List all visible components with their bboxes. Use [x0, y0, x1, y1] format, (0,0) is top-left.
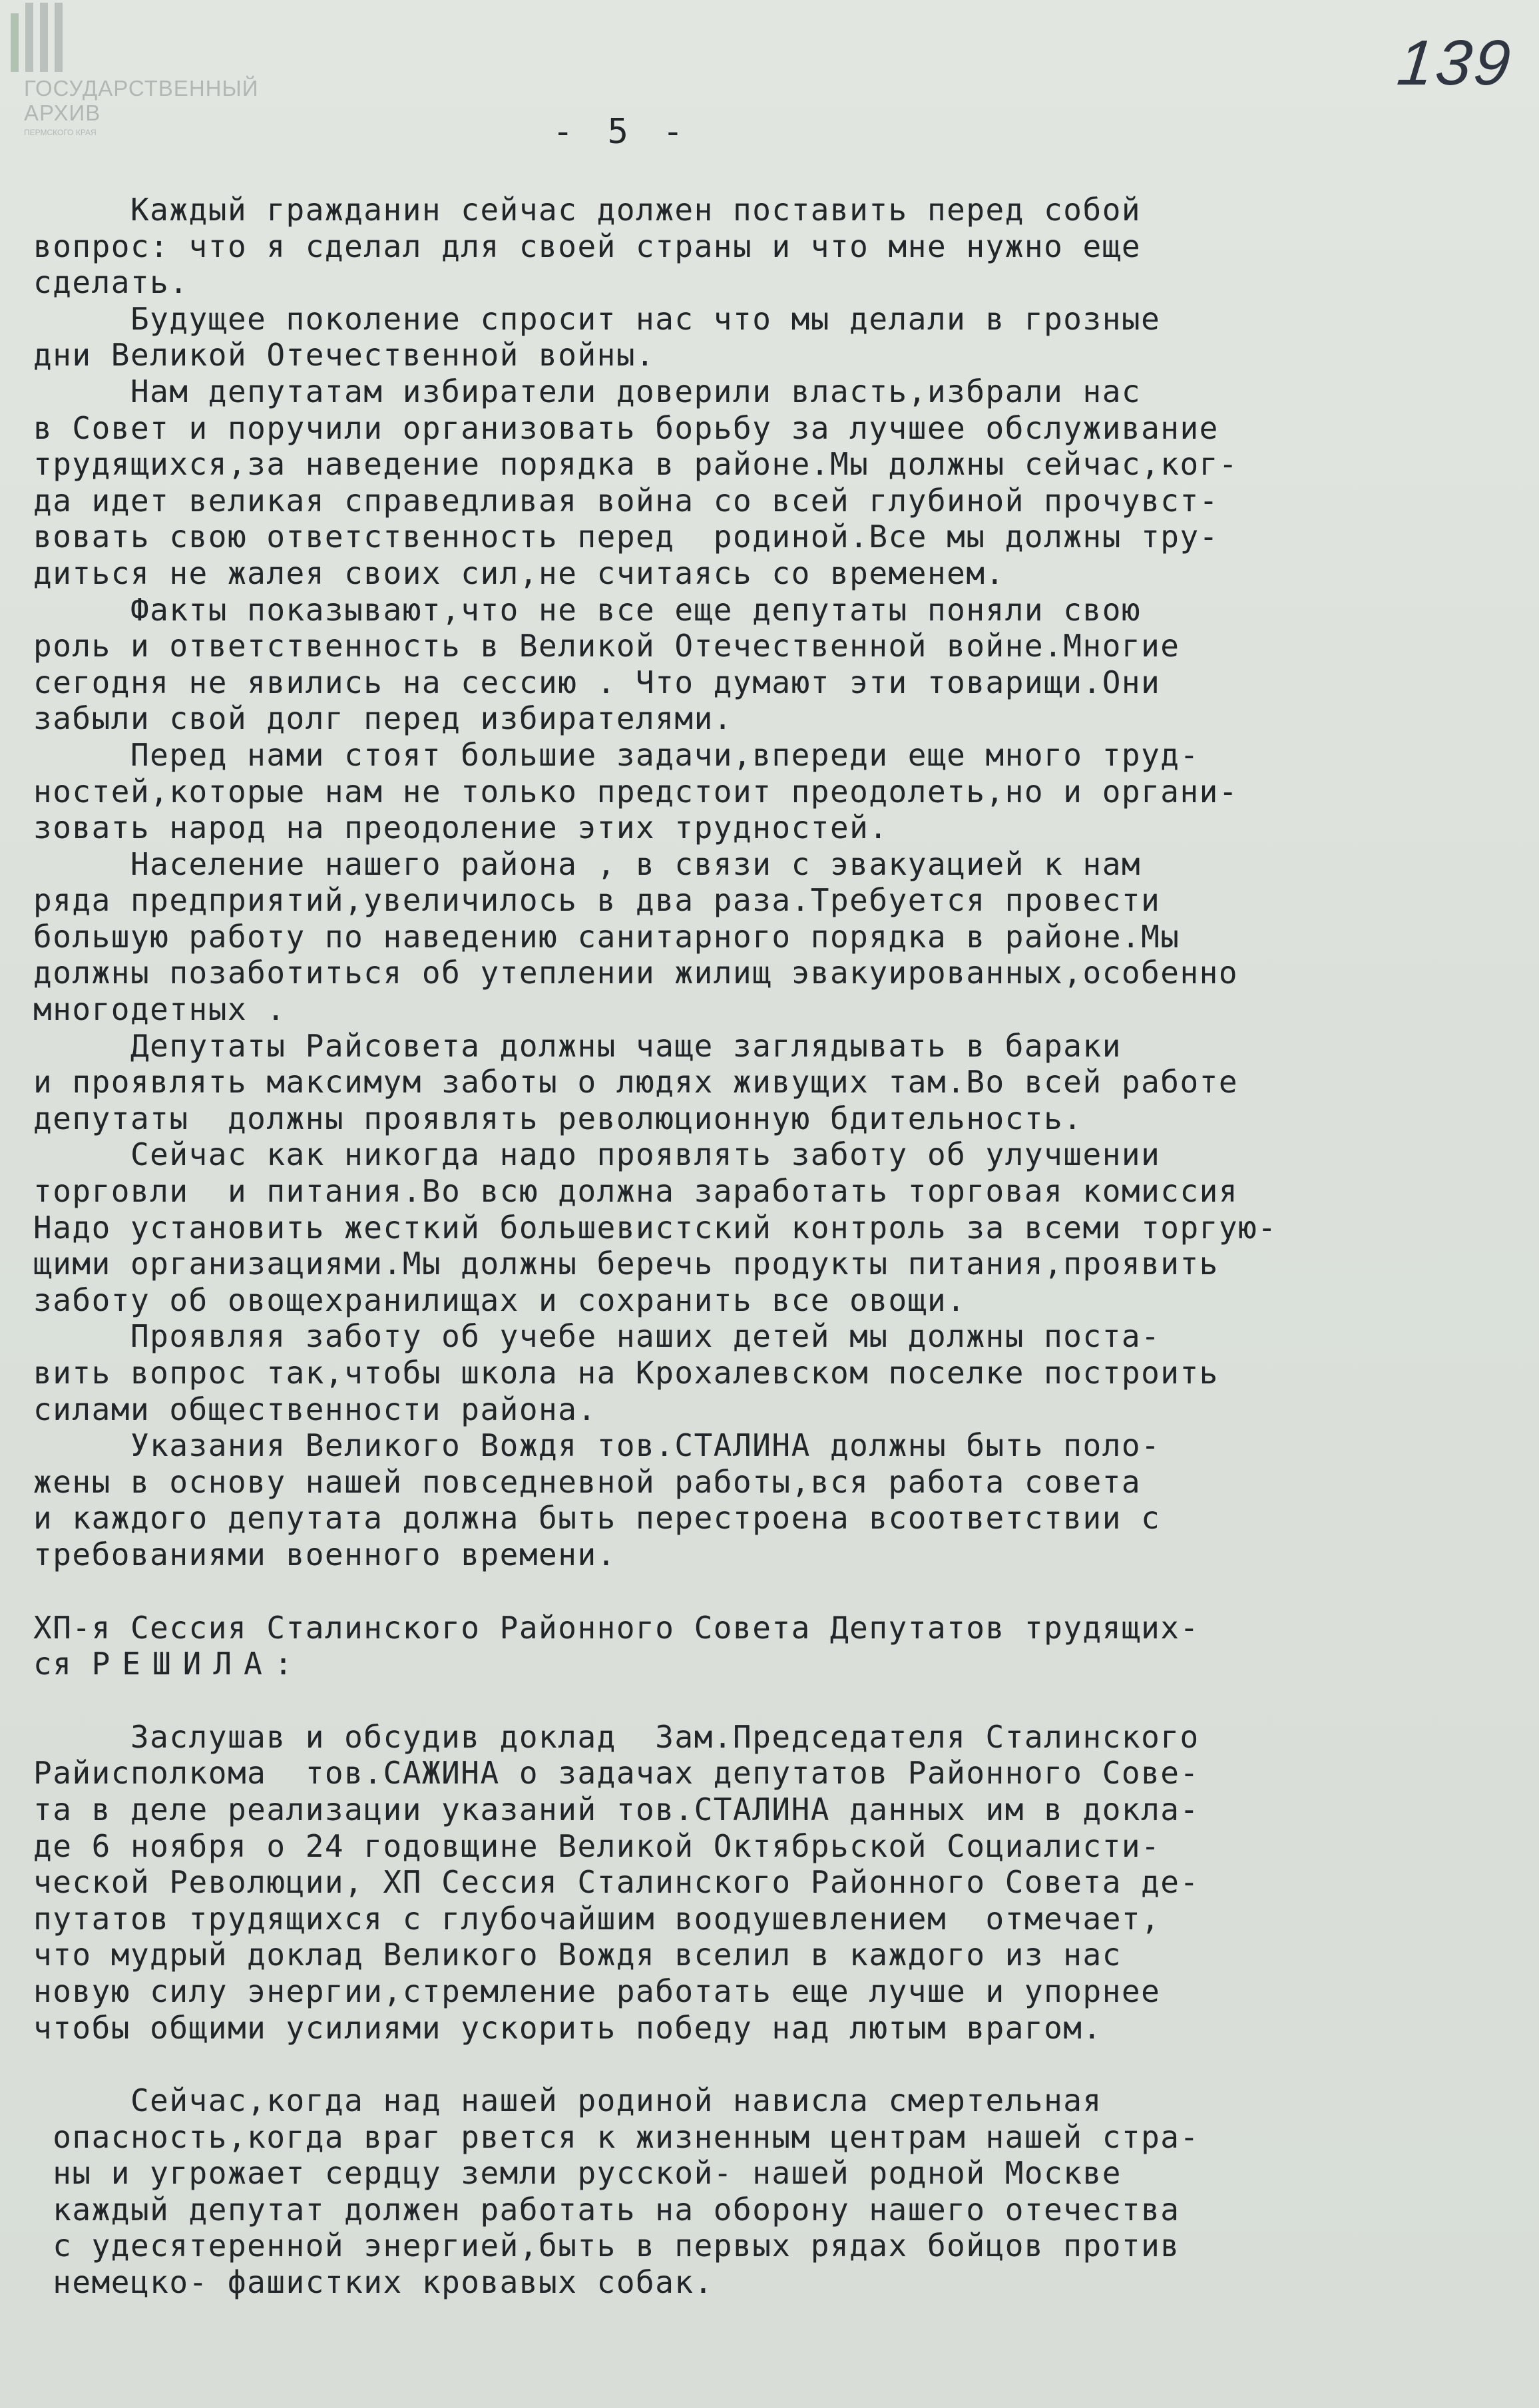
- final-line: опасность,когда враг рвется к жизненным центрам нашей стра-: [33, 2118, 1200, 2155]
- text-line: дни Великой Отечественной войны.: [33, 337, 656, 373]
- final-line: ны и угрожает сердцу земли русской- нашей родной Москве: [33, 2155, 1122, 2192]
- text-line: да идет великая справедливая война со всей глубиной прочувст-: [33, 482, 1219, 519]
- resolved-word: РЕШИЛА:: [91, 1646, 305, 1682]
- text-line: ряда предприятий,увеличилось в два раза.Требуется провести: [33, 882, 1161, 919]
- text-line: вопрос: что я сделал для своей страны и что мне нужно еще: [33, 228, 1142, 264]
- text-line: силами общественности района.: [33, 1391, 597, 1427]
- text-line: забыли свой долг перед избирателями.: [33, 700, 733, 737]
- resolution-heading: ХП-я Сессия Сталинского Районного Совета Депутатов трудящих-: [33, 1609, 1200, 1646]
- archive-watermark: [5, 0, 285, 153]
- text-line: и каждого депутата должна быть перестроена всоответствии с: [33, 1500, 1161, 1537]
- text-line: вовать свою ответственность перед родиной.Все мы должны тру-: [33, 519, 1219, 555]
- paragraph-gap: [33, 1682, 1518, 1719]
- text-line: Факты показывают,что не все еще депутаты поняли свою: [33, 591, 1142, 628]
- text-line: сегодня не явились на сессию . Что думают эти товарищи.Они: [33, 664, 1161, 700]
- text-line: торговли и питания.Во всю должна заработать торговая комиссия: [33, 1173, 1239, 1210]
- text-line: Нам депутатам избиратели доверили власть,избрали нас: [33, 373, 1142, 409]
- text-line: депутаты должны проявлять революционную бдительность.: [33, 1100, 1083, 1136]
- text-line: трудящихся,за наведение порядка в районе.Мы должны сейчас,ког-: [33, 446, 1239, 483]
- text-line: многодетных .: [33, 991, 286, 1028]
- watermark-line-3: ПЕРМСКОГО КРАЯ: [24, 127, 97, 137]
- final-line: с удесятеренной энергией,быть в первых рядах бойцов против: [33, 2228, 1180, 2264]
- paragraph-gap: [33, 2046, 1518, 2082]
- text-line: жены в основу нашей повседневной работы,вся работа совета: [33, 1463, 1142, 1500]
- page-number: - 5 -: [552, 112, 690, 152]
- final-line: Сейчас,когда над нашей родиной нависла смертельная: [33, 2082, 1102, 2119]
- document-body: [33, 192, 1518, 2301]
- text-line: Сейчас как никогда надо проявлять заботу об улучшении: [33, 1136, 1161, 1173]
- text-line: Будущее поколение спросит нас что мы делали в грозные: [33, 300, 1161, 337]
- archive-logo-icon: [5, 0, 79, 75]
- watermark-line-1: ГОСУДАРСТВЕННЫЙ: [24, 76, 259, 101]
- text-line: диться не жалея своих сил,не считаясь со временем.: [33, 555, 1005, 591]
- text-line: сделать.: [33, 264, 189, 301]
- text-line: вить вопрос так,чтобы школа на Крохалевском поселке построить: [33, 1355, 1219, 1391]
- text-line: щими организациями.Мы должны беречь продукты питания,проявить: [33, 1246, 1219, 1282]
- folio-number: 139: [1394, 27, 1516, 99]
- text-line: зовать народ на преодоление этих трудностей.: [33, 810, 889, 846]
- resolution-heading-continued: [33, 1646, 1518, 1682]
- resolution-line: путатов трудящихся с глубочайшим воодушевлением отмечает,: [33, 1900, 1161, 1937]
- final-line: каждый депутат должен работать на оборону нашего отечества: [33, 2191, 1180, 2228]
- resolution-line: ческой Революции, ХП Сессия Сталинского Районного Совета де-: [33, 1864, 1200, 1901]
- text-line: Каждый гражданин сейчас должен поставить перед собой: [33, 192, 1142, 228]
- resolution-line: Заслушав и обсудив доклад Зам.Председателя Сталинского: [33, 1718, 1200, 1755]
- text-line: и проявлять максимум заботы о людях живущих там.Во всей работе: [33, 1064, 1239, 1100]
- text-line: Проявляя заботу об учебе наших детей мы должны поста-: [33, 1318, 1161, 1355]
- text-line: в Совет и поручили организовать борьбу за лучшее обслуживание: [33, 409, 1219, 446]
- text-line: роль и ответственность в Великой Отечественной войне.Многие: [33, 628, 1180, 664]
- final-line: немецко- фашистких кровавых собак.: [33, 2264, 714, 2301]
- text-line: большую работу по наведению санитарного порядка в районе.Мы: [33, 918, 1180, 955]
- text-line: заботу об овощехранилищах и сохранить все овощи.: [33, 1282, 967, 1318]
- resolution-heading-prefix: ся: [33, 1646, 92, 1682]
- text-line: Указания Великого Вождя тов.СТАЛИНА должны быть поло-: [33, 1427, 1161, 1464]
- watermark-line-2: АРХИВ: [24, 100, 101, 125]
- resolution-line: что мудрый доклад Великого Вождя вселил в каждого из нас: [33, 1937, 1122, 1973]
- text-line: ностей,которые нам не только предстоит преодолеть,но и органи-: [33, 773, 1239, 810]
- text-line: Перед нами стоят большие задачи,впереди еще много труд-: [33, 736, 1200, 773]
- resolution-line: чтобы общими усилиями ускорить победу над лютым врагом.: [33, 2009, 1102, 2046]
- text-line: требованиями военного времени.: [33, 1536, 616, 1572]
- text-line: Депутаты Райсовета должны чаще заглядывать в бараки: [33, 1027, 1122, 1064]
- resolution-line: новую силу энергии,стремление работать еще лучше и упорнее: [33, 1973, 1161, 2009]
- resolution-line: де 6 ноября о 24 годовщине Великой Октябрьской Социалисти-: [33, 1827, 1161, 1864]
- resolution-line: та в деле реализации указаний тов.СТАЛИНА данных им в докла-: [33, 1791, 1200, 1827]
- paragraph-gap: [33, 1573, 1518, 1610]
- text-line: Население нашего района , в связи с эвакуацией к нам: [33, 845, 1142, 882]
- text-line: Надо установить жесткий большевистский контроль за всеми торгую-: [33, 1209, 1277, 1246]
- text-line: должны позаботиться об утеплении жилищ эвакуированных,особенно: [33, 955, 1239, 991]
- resolution-line: Райисполкома тов.САЖИНА о задачах депутатов Районного Сове-: [33, 1755, 1200, 1792]
